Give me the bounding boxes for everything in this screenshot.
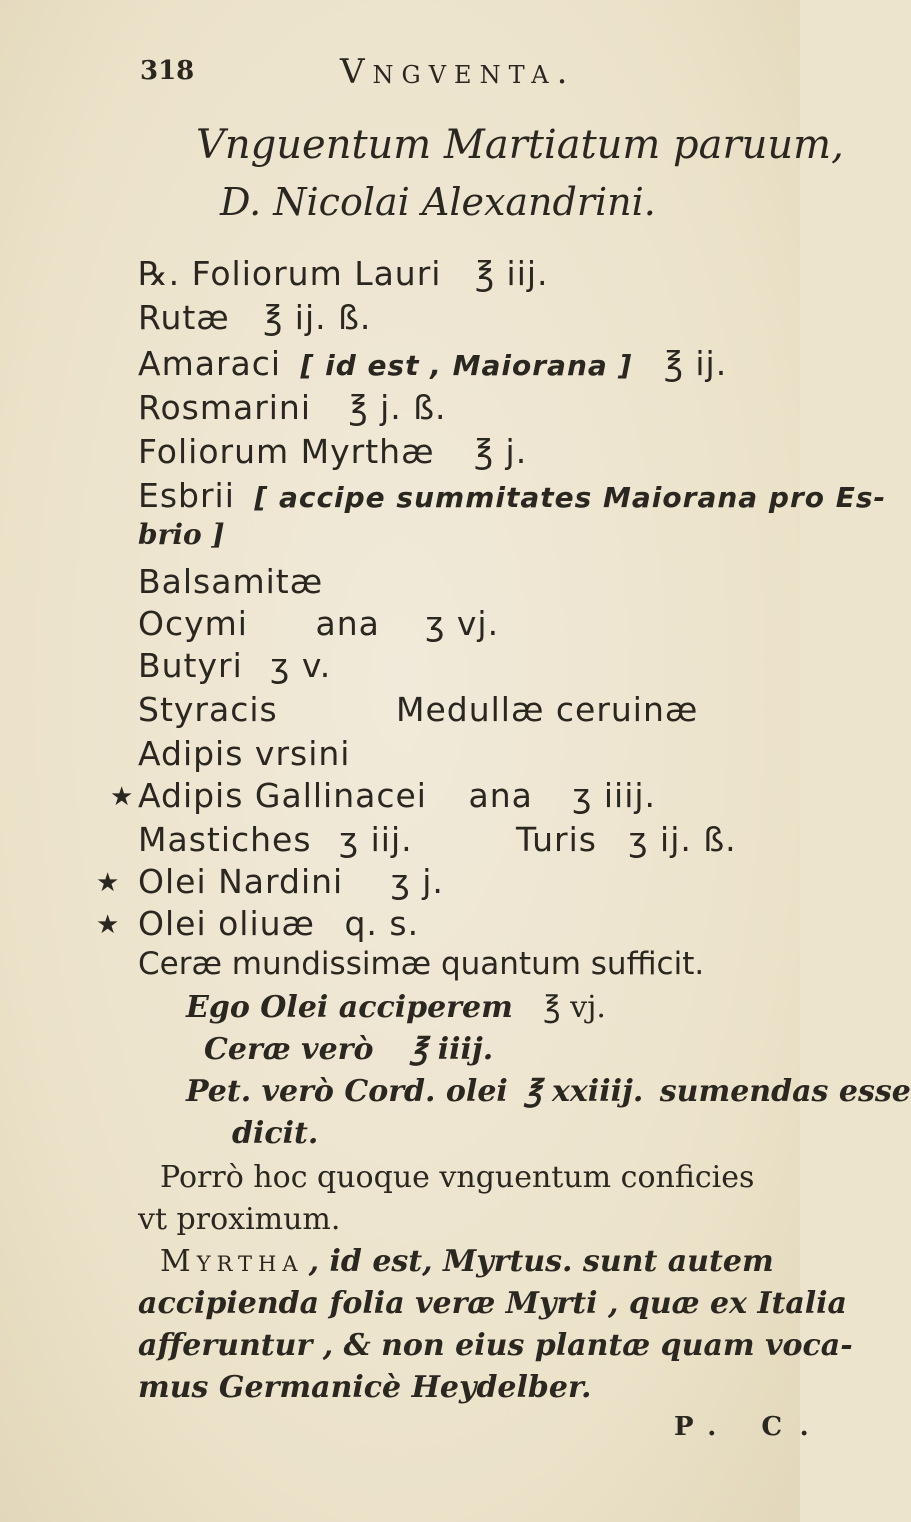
paragraph-line: mus Germanicè Heydelber.	[138, 1370, 592, 1405]
ingredient-amount: ʒ j.	[390, 862, 444, 901]
note-line: dicit.	[232, 1116, 319, 1151]
recipe-line	[138, 734, 350, 773]
paragraph-line: accipienda folia veræ Myrti , quæ ex Italia	[138, 1286, 847, 1321]
recipe-line	[138, 388, 447, 427]
recipe-line-second	[516, 820, 737, 859]
paragraph-line: vt proximum.	[138, 1202, 341, 1237]
ingredient-note: [ id est , Maiorana ]	[300, 349, 633, 382]
paragraph-line	[160, 1244, 774, 1279]
running-head: Vngventa.	[340, 52, 576, 92]
ingredient-name: Esbrii	[138, 476, 235, 515]
ingredient-name: Ceræ mundissimæ quantum sufficit.	[138, 946, 705, 982]
ingredient-name-second: Turis	[516, 820, 597, 859]
ingredient-amount: ʒ iiij.	[572, 776, 657, 815]
note-line	[186, 990, 606, 1025]
ingredient-note: [ accipe summitates Maiorana pro Es-	[254, 481, 887, 514]
ingredient-amount: ʒ vj.	[425, 604, 500, 643]
ingredient-note-continued: brio ]	[138, 518, 225, 551]
recipe-line	[138, 690, 278, 729]
ingredient-name: Balsamitæ	[138, 562, 324, 601]
ingredient-amount: q. s.	[344, 904, 420, 943]
ingredient-ana: ana	[315, 604, 380, 643]
ingredient-name: Rutæ	[138, 298, 230, 337]
recipe-author: D. Nicolai Alexandrini.	[220, 180, 656, 224]
ingredient-name: ℞. Foliorum Lauri	[138, 254, 442, 293]
recipe-line	[138, 298, 371, 337]
ingredient-amount: ʒ iij.	[339, 820, 413, 859]
ingredient-name: Ocymi	[138, 604, 248, 643]
note-text: sumendas esse	[659, 1074, 911, 1109]
ingredient-name: Adipis vrsini	[138, 734, 351, 773]
ingredient-name: Mastiches	[138, 820, 312, 859]
recipe-line	[138, 476, 886, 515]
note-text: Ego Olei acciperem	[186, 990, 513, 1025]
star-mark: ★	[110, 782, 134, 812]
headword: Myrtha	[160, 1244, 304, 1279]
ingredient-name: Styracis	[138, 690, 278, 729]
recipe-line	[138, 820, 413, 859]
recipe-line	[138, 604, 499, 643]
ingredient-amount: ℥ j.	[473, 432, 528, 471]
ingredient-amount: ʒ v.	[270, 646, 332, 685]
recipe-line	[138, 344, 727, 383]
ingredient-name: Butyri	[138, 646, 243, 685]
recipe-line	[138, 862, 444, 901]
ingredient-name: Foliorum Myrthæ	[138, 432, 435, 471]
star-mark: ★	[96, 868, 120, 898]
recipe-line	[138, 904, 419, 943]
page-number: 318	[140, 56, 195, 86]
note-text: Ceræ verò	[204, 1032, 374, 1067]
recipe-line	[138, 776, 656, 815]
ingredient-name: Amaraci	[138, 344, 282, 383]
ingredient-ana: ana	[468, 776, 533, 815]
ingredient-name: Rosmarini	[138, 388, 312, 427]
ingredient-amount: ℥ j. ß.	[348, 388, 447, 427]
recipe-line	[138, 254, 549, 293]
paragraph-line: afferuntur , & non eius plantæ quam voca-	[138, 1328, 853, 1363]
recipe-line	[138, 562, 323, 601]
ingredient-name-second: Medullæ ceruinæ	[396, 690, 699, 729]
paragraph-line: Porrò hoc quoque vnguentum conficies	[160, 1160, 755, 1195]
note-amount: ℥ xxiiij.	[524, 1074, 644, 1109]
note-text: Pet. verò Cord. olei	[186, 1074, 508, 1109]
note-amount: ℥ vj.	[543, 990, 606, 1025]
ingredient-name: Adipis Gallinacei	[138, 776, 427, 815]
note-amount: ℥ iiij.	[409, 1032, 494, 1067]
ingredient-amount: ℥ ij.	[663, 344, 728, 383]
signature: P. C.	[674, 1412, 827, 1442]
recipe-line	[138, 646, 331, 685]
note-line	[204, 1032, 493, 1067]
ingredient-name: Olei Nardini	[138, 862, 344, 901]
star-mark: ★	[96, 910, 120, 940]
paragraph-text: , id est, Myrtus. sunt autem	[308, 1244, 774, 1279]
ingredient-amount: ℥ iij.	[474, 254, 549, 293]
recipe-line	[138, 432, 527, 471]
recipe-title: Vnguentum Martiatum paruum,	[196, 122, 844, 168]
ingredient-amount: ℥ ij. ß.	[263, 298, 372, 337]
note-line	[186, 1074, 911, 1109]
ingredient-amount-second: ʒ ij. ß.	[628, 820, 737, 859]
recipe-line	[138, 946, 704, 982]
ingredient-name: Olei oliuæ	[138, 904, 315, 943]
